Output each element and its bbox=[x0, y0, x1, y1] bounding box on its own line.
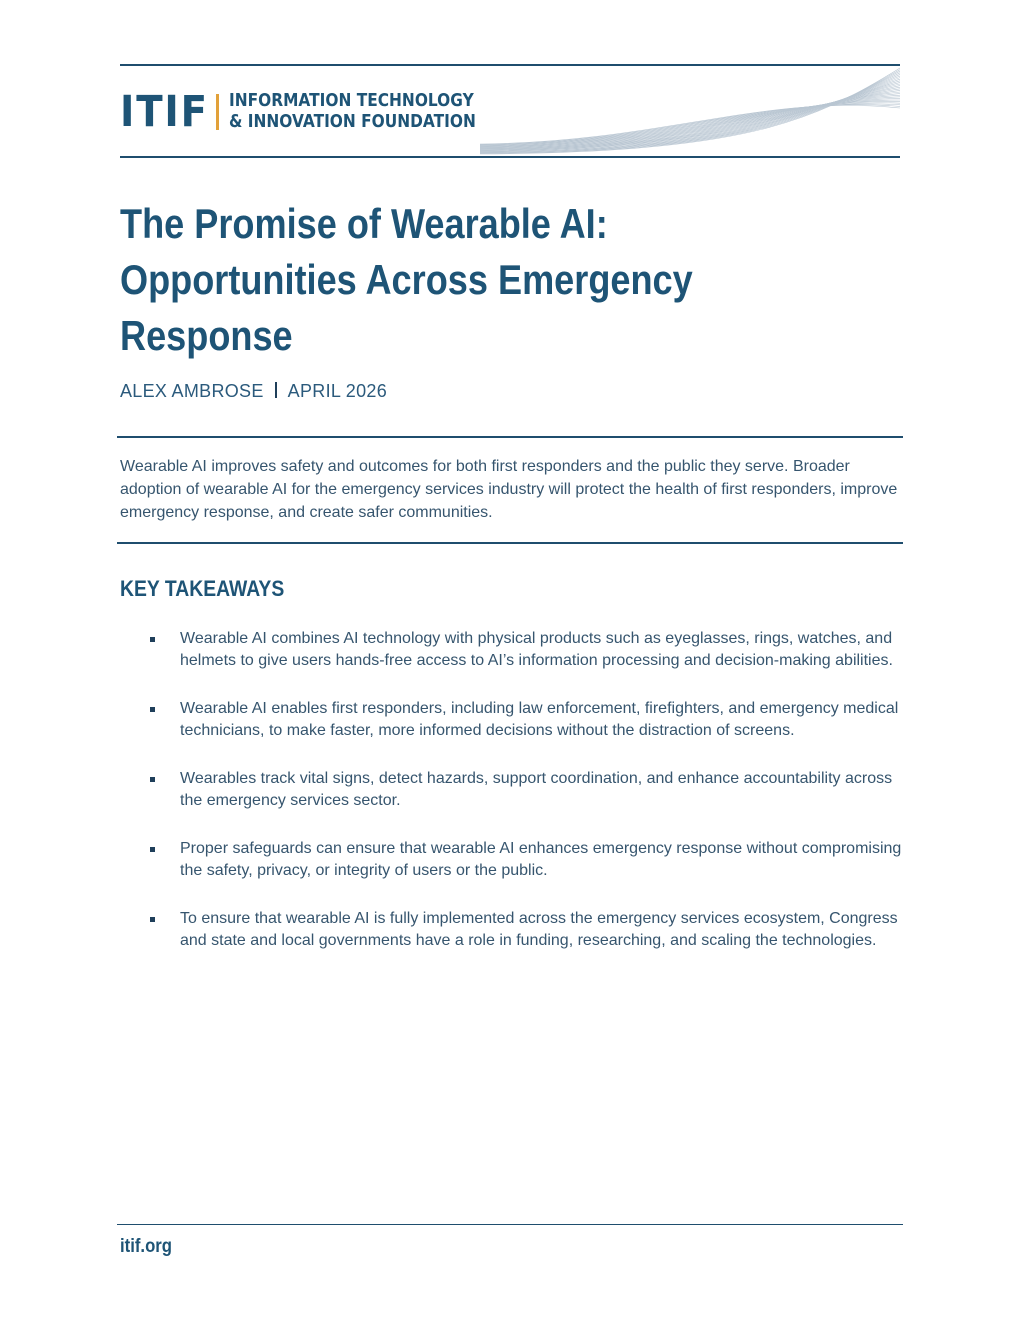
wave-line bbox=[480, 71, 900, 153]
key-takeaways-heading: KEY TAKEAWAYS bbox=[120, 576, 285, 601]
wave-line bbox=[480, 89, 900, 149]
wave-line bbox=[480, 78, 900, 152]
square-bullet-icon bbox=[150, 917, 155, 922]
takeaway-text: Proper safeguards can ensure that wearable AI enhances emergency response without compromising the safety, privacy, or integrity of users or the public. bbox=[180, 840, 902, 879]
report-title: The Promise of Wearable AI: Opportunities Across Emergency Response bbox=[120, 200, 693, 359]
list-item bbox=[150, 838, 902, 882]
logo-divider bbox=[216, 94, 219, 130]
decorative-wave-lines bbox=[480, 64, 900, 158]
footer-rule bbox=[117, 1224, 903, 1225]
takeaway-text: To ensure that wearable AI is fully implemented across the emergency services ecosystem, Congress and state and local governments have a role in funding, researching, and scaling the technologies. bbox=[180, 910, 898, 949]
byline bbox=[120, 381, 387, 402]
takeaway-text: Wearables track vital signs, detect hazards, support coordination, and enhance accountability across the emergency services sector. bbox=[180, 770, 893, 809]
square-bullet-icon bbox=[150, 637, 155, 642]
footer-site-link[interactable]: itif.org bbox=[120, 1236, 173, 1257]
summary-top-rule bbox=[117, 436, 903, 438]
logo-org-line2: & INNOVATION FOUNDATION bbox=[229, 112, 476, 132]
logo-org-name bbox=[229, 91, 476, 133]
summary-bottom-rule bbox=[117, 542, 903, 544]
square-bullet-icon bbox=[150, 847, 155, 852]
logo-org-line1: INFORMATION TECHNOLOGY bbox=[229, 91, 474, 111]
itif-logo[interactable] bbox=[120, 88, 510, 136]
square-bullet-icon bbox=[150, 707, 155, 712]
logo-mark: ITIF bbox=[120, 87, 209, 137]
list-item bbox=[150, 908, 902, 952]
key-takeaways-list bbox=[150, 628, 902, 978]
takeaway-text: Wearable AI combines AI technology with physical products such as eyeglasses, rings, watches, and helmets to give users hands-free access to AI’s information processing and decision-making abilities. bbox=[180, 630, 893, 669]
list-item bbox=[150, 768, 902, 812]
list-item bbox=[150, 628, 902, 672]
takeaway-text: Wearable AI enables first responders, including law enforcement, firefighters, and emergency medical technicians, to make faster, more informed decisions without the distraction of screens. bbox=[180, 700, 899, 739]
list-item bbox=[150, 698, 902, 742]
publication-date: APRIL 2026 bbox=[287, 381, 388, 401]
summary-text: Wearable AI improves safety and outcomes for both first responders and the public they serve. Broader adoption of wearable AI for the emergency services industry will protect the health of first responders, improve emergency response, and create safer communities. bbox=[120, 458, 898, 521]
author-name: ALEX AMBROSE bbox=[120, 381, 264, 401]
square-bullet-icon bbox=[150, 777, 155, 782]
byline-separator bbox=[275, 382, 277, 398]
